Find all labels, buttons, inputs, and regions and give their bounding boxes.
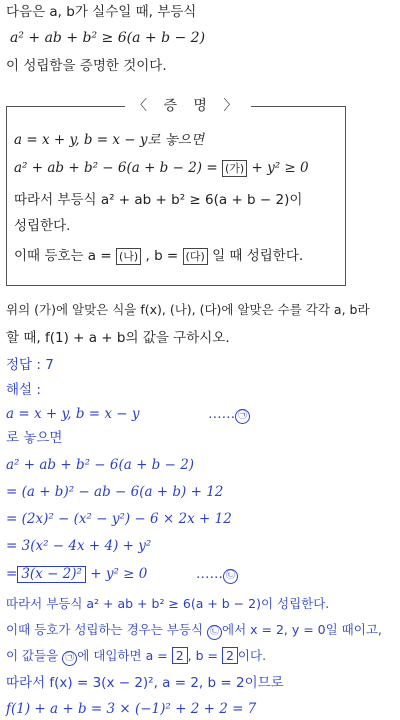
solution-line-12: f(1) + a + b = 3 × (−1)² + 2 + 2 = 7 [6, 701, 257, 717]
marker-1: ㉠ [235, 409, 250, 424]
solution-line-4: = (a + b)² − ab − 6(a + b) + 12 [6, 484, 224, 500]
boxed-expression: 3(x − 2)² [17, 566, 86, 583]
solution-line-3: a² + ab + b² − 6(a + b − 2) [6, 457, 195, 473]
problem-inequality: a² + ab + b² ≥ 6(a + b − 2) [10, 30, 206, 46]
proof-line-4: 성립한다. [14, 218, 71, 234]
answer-b-box: 2 [222, 647, 238, 664]
answer-label: 정답 : 7 [6, 357, 54, 373]
blank-ga: (가) [222, 160, 247, 177]
blank-na: (나) [116, 248, 141, 265]
proof-expression: a² + ab + b² − 6(a + b − 2) = [14, 160, 218, 176]
question-line-1: 위의 (가)에 알맞은 식을 f(x), (나), (다)에 알맞은 수를 각각 a, b라 [6, 302, 370, 317]
tail: + y² ≥ 0 [90, 566, 148, 582]
marker-ref-2: ㉡ [207, 625, 222, 640]
equality-condition: 이때 등호가 성립하는 경우는 부등식 [6, 622, 204, 637]
proof-line-5 [14, 246, 303, 266]
proof-title: 〈 증 명 〉 [125, 96, 251, 116]
proof-line-3: 따라서 부등식 a² + ab + b² ≥ 6(a + b − 2)이 [14, 192, 303, 208]
proof-line-2 [14, 158, 309, 178]
dots-2: …… [195, 566, 223, 582]
proof-equality-end: 일 때 성립한다. [212, 248, 304, 264]
solution-line-1 [6, 404, 250, 424]
dots: …… [208, 406, 236, 422]
blank-da: (다) [183, 248, 208, 265]
answer-a-box: 2 [172, 647, 188, 664]
solution-line-2: 로 놓으면 [6, 430, 63, 446]
proof-substitution: a = x + y, b = x − y로 놓으면 [14, 132, 204, 148]
solution-line-7 [6, 564, 238, 584]
proof-expression-tail: + y² ≥ 0 [251, 160, 309, 176]
solution-line-10 [6, 646, 266, 666]
equality-values: 에서 x = 2, y = 0일 때이고, [222, 622, 382, 637]
question-line-2: 할 때, f(1) + a + b의 값을 구하시오. [6, 330, 230, 346]
solution-line-11: 따라서 f(x) = 3(x − 2)², a = 2, b = 2이므로 [6, 675, 284, 691]
problem-line-3: 이 성립함을 증명한 것이다. [6, 58, 167, 74]
explanation-label: 해설 : [6, 382, 41, 398]
solution-line-8: 따라서 부등식 a² + ab + b² ≥ 6(a + b − 2)이 성립한다. [6, 596, 330, 611]
solution-line-9 [6, 620, 382, 640]
end-text: 이다. [237, 648, 267, 663]
equals: = [6, 566, 18, 582]
substitute-text: 이 값들을 [6, 648, 59, 663]
solution-line-6: = 3(x² − 4x + 4) + y² [6, 538, 152, 554]
marker-2: ㉡ [223, 569, 238, 584]
proof-equality-mid: , b = [145, 248, 179, 264]
substitute-result: 에 대입하면 a = [77, 648, 168, 663]
problem-line-1: 다음은 a, b가 실수일 때, 부등식 [6, 4, 197, 20]
proof-line-1 [14, 130, 204, 150]
proof-equality-text: 이때 등호는 a = [14, 248, 112, 264]
comma-b: , b = [187, 648, 218, 663]
substitution: a = x + y, b = x − y [6, 406, 140, 422]
solution-line-5: = (2x)² − (x² − y²) − 6 × 2x + 12 [6, 511, 232, 527]
marker-ref-1: ㉠ [62, 651, 77, 666]
